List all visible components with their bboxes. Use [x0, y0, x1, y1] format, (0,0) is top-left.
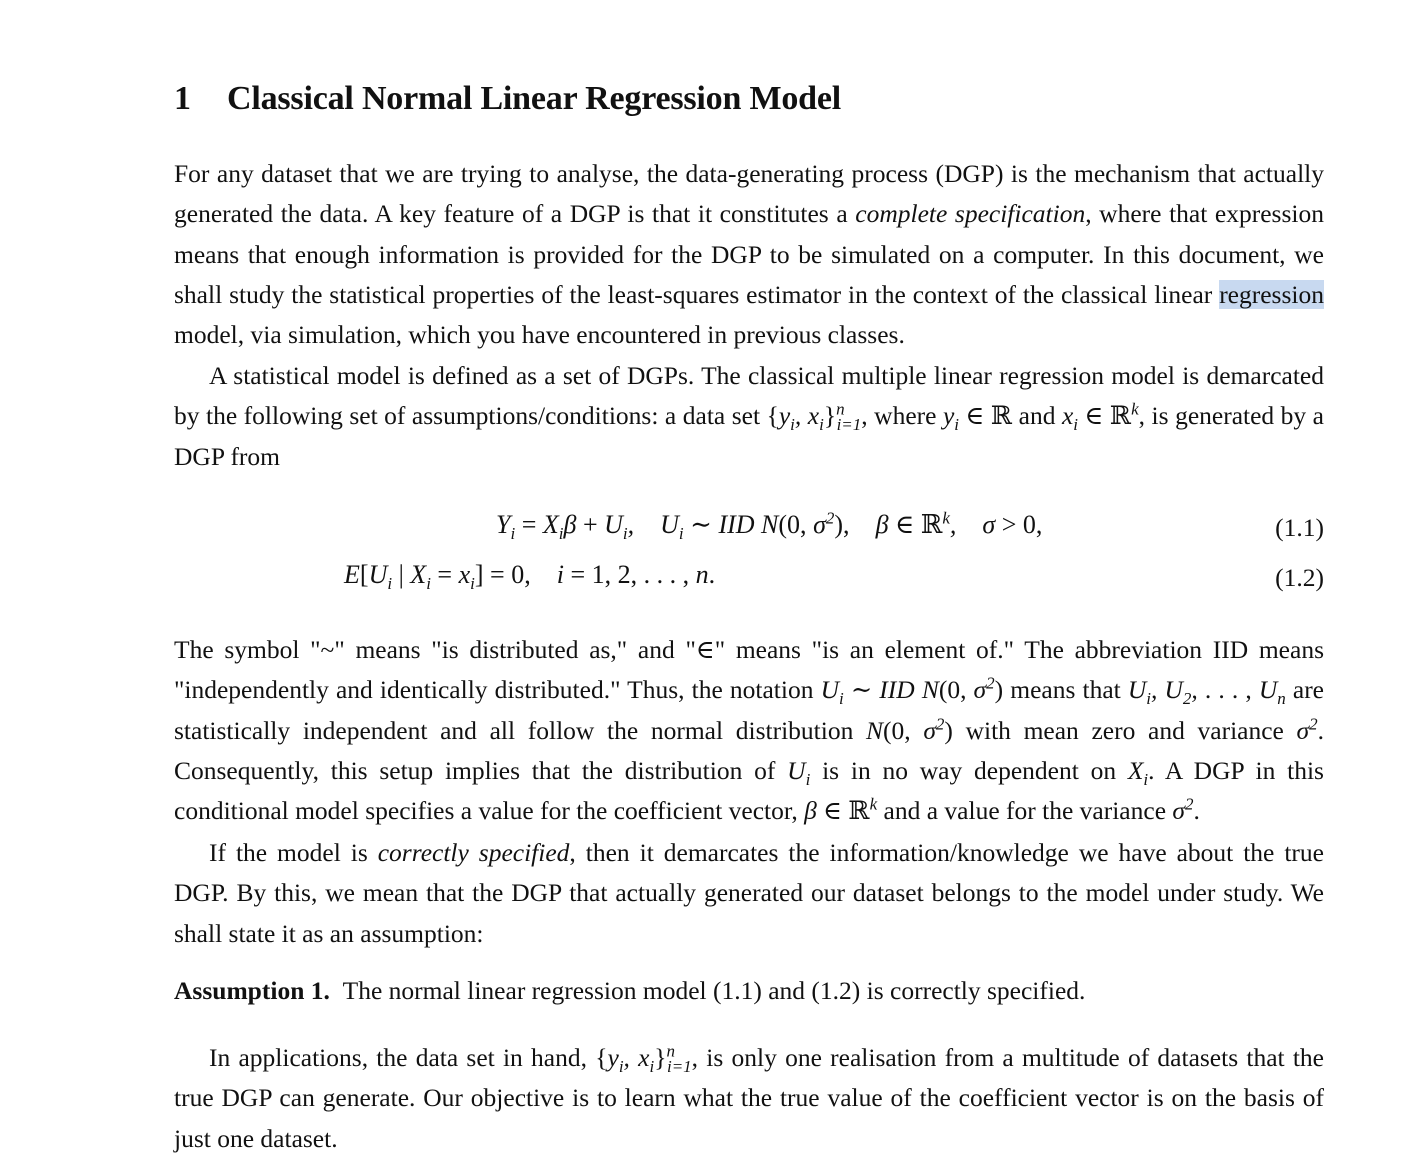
math-normal-dist: N(0, $\sigma^2$) — [866, 714, 953, 745]
math-u-i: $U_i$ — [787, 755, 811, 789]
math-beta-in-rk: β ∈ ℝ$^k$ — [804, 794, 878, 826]
section-heading — [174, 80, 841, 118]
assumption-1 — [174, 976, 1085, 1006]
paragraph-correct-specification: If the model is correctly specified, then it demarcates the information/knowledge we have about the true DGP. By this, we mean that the DGP that actually generated our dataset belongs to the model under study. We shall state it as an assumption: — [174, 838, 1324, 948]
emphasis-complete-specification: complete specification — [855, 199, 1086, 229]
paragraph-notation: The symbol "~" means "is distributed as," and "∈" means "is an element of." The abbreviation IID means "independently and identically distributed." Thus, the notation $U_i$ ∼ IID N(0, $\sigma^2$) means that $U_i$, $U_2$, . . . , $U_n$ are statistically independent and all follow the normal distribution N(0, $\sigma^2$) with mean zero and variance $\sigma^2$. Consequently, this setup implies that the distribution of $U_i$ is in no way dependent on $X_i$. A DGP in this conditional model specifies a value for the coefficient vector, β ∈ ℝ$^k$ and a value for the variance $\sigma^2$. — [174, 635, 1325, 826]
assumption-text: The normal linear regression model (1.1) and (1.2) is correctly specified. — [342, 976, 1086, 1005]
section-title-text: Classical Normal Linear Regression Model — [227, 80, 842, 117]
equation-number-1-2: (1.2) — [1275, 563, 1324, 592]
assumption-label: Assumption 1. — [174, 976, 330, 1005]
equation-number-1-1: (1.1) — [1275, 513, 1324, 542]
math-u-iid: $U_i$ ∼ IID N(0, $\sigma^2$) — [820, 673, 1004, 709]
paragraph-dgp-intro: For any dataset that we are trying to analyse, the data-generating process (DGP) is the mechanism that actually generated the data. A key feature of a DGP is that it constitutes a complete specification, where that expression means that enough information is provided for the DGP to be simulated on a computer. In this document, we shall study the statistical properties of the least-squares estimator in the context of the classical linear regression model, via simulation, which you have encountered in previous classes. — [174, 159, 1324, 350]
math-x-i: $X_i$ — [1127, 755, 1149, 789]
math-dataset-realisation: {$y_i$, $x_i\}^n_{i=1}$ — [595, 1041, 692, 1077]
equation-1-2: $E[U_i$ | $X_i = x_i] = 0$, i = 1, 2, . . . , n. — [344, 560, 716, 594]
math-u-list: $U_i$, $U_2$, . . . , $U_n$ — [1127, 675, 1286, 709]
math-sigma-sq: $\sigma^2$ — [1296, 714, 1318, 745]
math-y-in-r: $y_i$ ∈ ℝ — [942, 401, 1013, 435]
math-variance: $\sigma^2$ — [1172, 794, 1194, 826]
paragraph-applications: In applications, the data set in hand, {$y_i$, $x_i\}^n_{i=1}$, is only one realisation from a multitude of datasets that the true DGP can generate. Our objective is to learn what the true value of the coefficient vector is on the basis of just one dataset. — [174, 1041, 1325, 1153]
equation-1-1: $Y_i = X_i\beta + U_i$, $U_i$ ∼ IID N(0, $\sigma^2$), β ∈ ℝ$^k$, σ > 0, — [496, 508, 1043, 544]
math-dataset: {$y_i$, $x_i\}^n_{i=1}$ — [766, 399, 862, 435]
emphasis-correctly-specified: correctly specified — [377, 838, 570, 867]
highlighted-word[interactable]: regression — [1219, 279, 1324, 309]
math-x-in-rk: $x_i$ ∈ ℝ$^k$ — [1061, 399, 1139, 435]
paragraph-statistical-model: A statistical model is defined as a set of DGPs. The classical multiple linear regression model is demarcated by the following set of assumptions/conditions: a data set {$y_i$, $x_i\}^n_{i=1}$, where $y_i$ ∈ ℝ and $x_i$ ∈ ℝ$^k$, is generated by a DGP from — [174, 361, 1324, 471]
section-number: 1 — [174, 80, 191, 117]
